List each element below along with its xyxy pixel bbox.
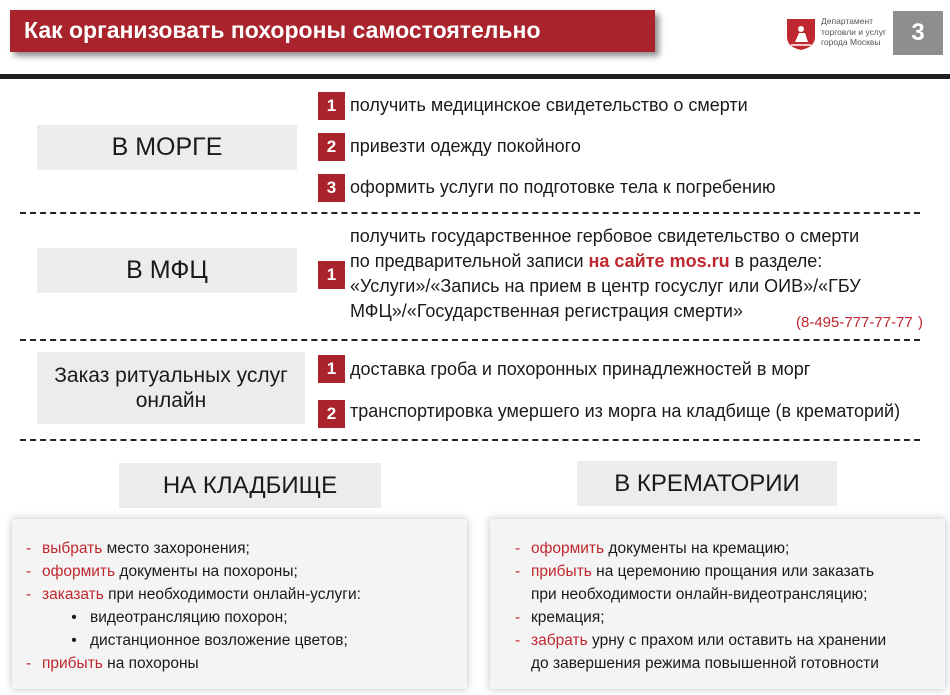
list-item-continuation: до завершения режима повышенной готовности <box>531 655 879 672</box>
ritual-label-line: Заказ ритуальных услуг <box>54 364 288 387</box>
mfc-label: В МФЦ <box>37 248 297 293</box>
sub-item-text: видеотрансляцию похорон; <box>90 609 288 626</box>
mfc-line-prefix: по предварительной записи <box>350 251 589 271</box>
mos-ru-link[interactable]: на сайте mos.ru <box>588 251 730 271</box>
item-verb: прибыть <box>531 563 592 580</box>
dash-marker: - <box>26 655 32 672</box>
list-item <box>515 537 937 560</box>
step-number: 2 <box>318 133 345 161</box>
step-number: 1 <box>318 261 345 289</box>
mfc-instructions <box>350 224 861 324</box>
crematorium-list <box>515 537 937 675</box>
phone-number: (8-495-777-77-77 <box>796 314 913 331</box>
dash-marker: - <box>515 609 521 626</box>
item-rest: документы на похороны; <box>115 563 298 580</box>
mfc-line: получить государственное гербовое свидетельство о смерти <box>350 226 860 246</box>
step-text: доставка гроба и похоронных принадлежностей в морг <box>350 359 811 379</box>
item-rest: на похороны <box>102 655 199 672</box>
dash-marker: - <box>26 563 32 580</box>
ritual-label-line: онлайн <box>135 389 207 412</box>
list-item <box>515 560 937 583</box>
step-text: привезти одежду покойного <box>350 136 581 156</box>
step-number: 1 <box>318 92 345 120</box>
sub-list-item <box>26 606 361 629</box>
mfc-line-suffix: в разделе: <box>729 251 823 271</box>
morgue-label: В МОРГЕ <box>37 125 297 170</box>
section-divider <box>20 212 920 214</box>
mfc-line: «Услуги»/«Запись на прием в центр госуслуг или ОИВ»/«ГБУ <box>350 276 861 296</box>
item-rest: при необходимости онлайн-услуги: <box>103 586 361 603</box>
step-number: 2 <box>318 400 345 428</box>
step-text: оформить услуги по подготовке тела к погребению <box>350 177 776 197</box>
section-divider <box>20 439 920 441</box>
section-divider <box>20 339 920 341</box>
item-verb: заказать <box>42 586 104 603</box>
item-verb: выбрать <box>42 540 103 557</box>
dash-marker: - <box>515 563 521 580</box>
phone-number-bracket: ) <box>918 314 923 331</box>
list-item <box>26 537 361 560</box>
item-verb: прибыть <box>42 655 103 672</box>
page-title: Как организовать похороны самостоятельно <box>24 17 541 43</box>
item-verb: оформить <box>42 563 116 580</box>
sub-item-text: дистанционное возложение цветов; <box>90 632 348 649</box>
header-rule <box>0 74 950 79</box>
list-item <box>515 606 937 629</box>
dash-marker: - <box>515 632 521 649</box>
mfc-line <box>350 249 861 274</box>
department-line: города Москвы <box>821 37 881 47</box>
ritual-services-label <box>37 352 305 424</box>
list-item <box>515 629 937 652</box>
list-item <box>26 560 361 583</box>
list-item-continuation: при необходимости онлайн-видеотрансляцию; <box>531 586 868 603</box>
item-rest: на церемонию прощания или заказать <box>591 563 875 580</box>
list-item <box>26 652 361 675</box>
item-verb: забрать <box>531 632 588 649</box>
cemetery-heading: НА КЛАДБИЩЕ <box>119 463 381 508</box>
dash-marker: - <box>515 540 521 557</box>
moscow-coat-of-arms-icon <box>786 18 816 51</box>
bullet-marker: • <box>71 609 77 626</box>
cemetery-list <box>26 537 361 675</box>
item-rest: документы на кремацию; <box>604 540 790 557</box>
step-text: транспортировка умершего из морга на кладбище (в крематорий) <box>350 401 901 421</box>
item-verb: оформить <box>531 540 605 557</box>
department-name <box>821 16 895 48</box>
step-text: получить медицинское свидетельство о смерти <box>350 95 748 115</box>
dash-marker: - <box>26 540 32 557</box>
item-rest: место захоронения; <box>102 540 250 557</box>
list-item <box>26 583 361 606</box>
step-number: 3 <box>318 174 345 202</box>
step-number: 1 <box>318 355 345 383</box>
dash-marker: - <box>26 586 32 603</box>
item-rest: урну с прахом или оставить на хранении <box>587 632 887 649</box>
sub-list-item <box>26 629 361 652</box>
department-line: торговли и услуг <box>821 26 887 37</box>
crematorium-heading: В КРЕМАТОРИИ <box>577 461 837 506</box>
page-number: 3 <box>893 11 943 55</box>
bullet-marker: • <box>71 632 77 649</box>
department-line: Департамент <box>821 16 874 26</box>
mfc-line: МФЦ»/«Государственная регистрация смерти» <box>350 301 743 321</box>
item-rest: кремация; <box>531 609 605 626</box>
